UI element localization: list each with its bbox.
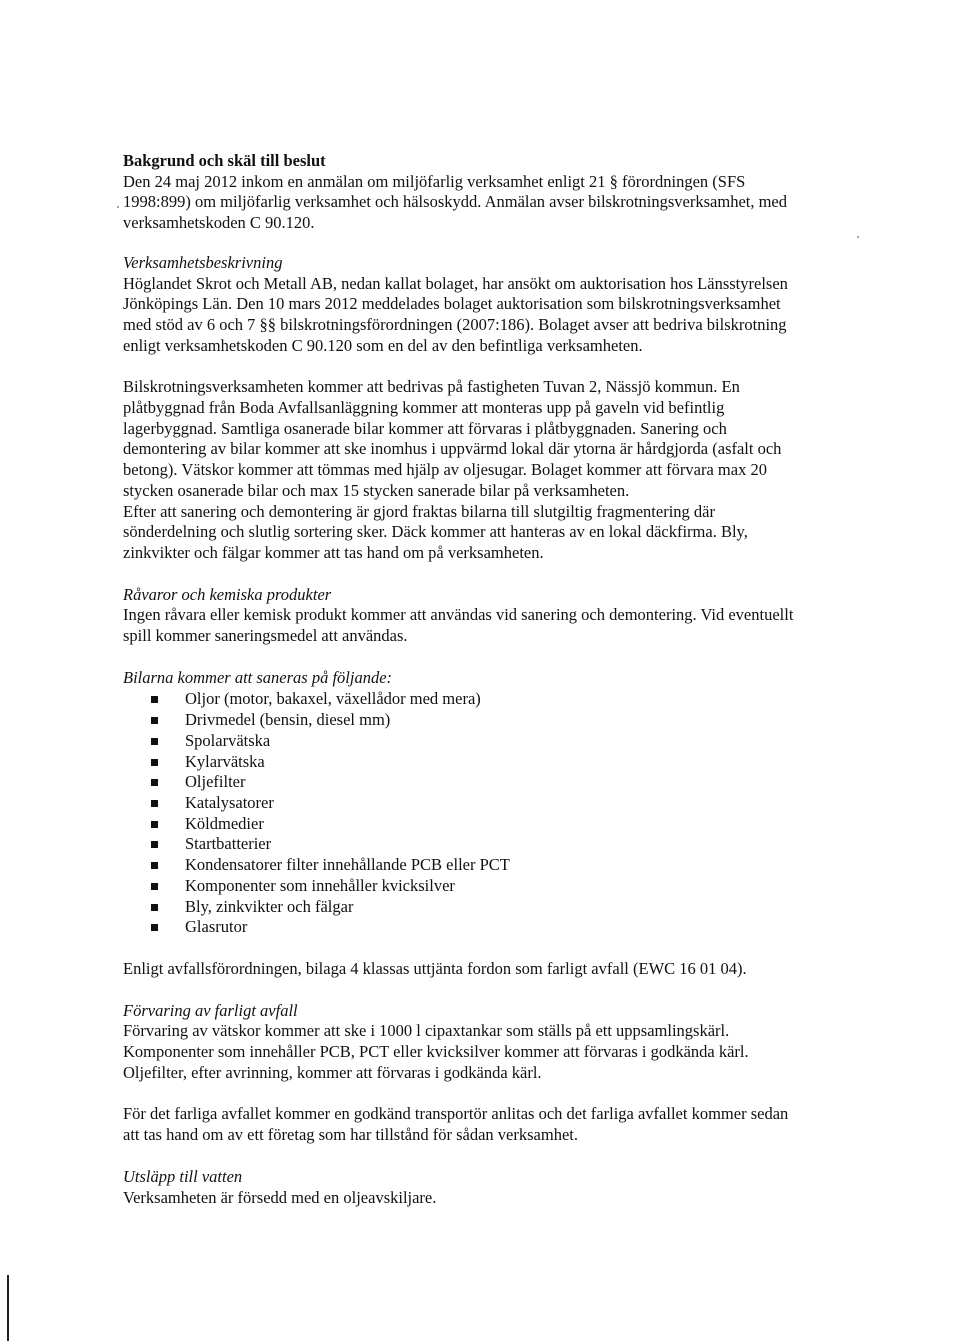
list-item	[123, 855, 868, 876]
bullet-icon	[151, 821, 158, 828]
sanitation-heading: Bilarna kommer att saneras på följande:	[123, 667, 393, 687]
bullet-icon	[151, 924, 158, 931]
list-item	[123, 710, 868, 731]
transport-line: För det farliga avfallet kommer en godkänd transportör anlitas och det farliga avfallet kommer sedan	[123, 1104, 789, 1124]
background-line: Den 24 maj 2012 inkom en anmälan om miljöfarlig verksamhet enligt 21 § förordningen (SFS	[123, 171, 746, 191]
bullet-icon	[151, 696, 158, 703]
background-line: verksamhetskoden C 90.120.	[123, 213, 315, 233]
list-item-text: Kylarvätska	[185, 751, 265, 771]
list-item-text: Katalysatorer	[185, 792, 274, 812]
bullet-icon	[151, 862, 158, 869]
list-item-text: Köldmedier	[185, 813, 264, 833]
water-heading: Utsläpp till vatten	[123, 1166, 243, 1186]
scan-speck	[117, 206, 119, 208]
list-item	[123, 772, 868, 793]
document-page	[123, 151, 868, 1208]
description-line: Bilskrotningsverksamheten kommer att bedrivas på fastigheten Tuvan 2, Nässjö kommun. En	[123, 377, 740, 397]
water-section	[123, 1167, 868, 1208]
storage-line: Oljefilter, efter avrinning, kommer att förvaras i godkända kärl.	[123, 1062, 542, 1082]
list-item	[123, 917, 868, 938]
description-line: enligt verksamhetskoden C 90.120 som en del av den befintliga verksamheten.	[123, 335, 643, 355]
list-item-text: Startbatterier	[185, 834, 272, 854]
description-line: stycken osanerade bilar och max 15 stycken sanerade bilar på verksamheten.	[123, 480, 630, 500]
background-section	[123, 151, 868, 234]
list-item-text: Oljefilter	[185, 772, 246, 792]
scan-margin-line	[7, 1275, 9, 1341]
storage-line: Förvaring av vätskor kommer att ske i 1000 l cipaxtankar som ställs på ett uppsamlingskärl.	[123, 1021, 730, 1041]
description-line: Jönköpings Län. Den 10 mars 2012 meddelades bolaget auktorisation som bilskrotningsverksamhet	[123, 294, 781, 314]
raw-materials-section	[123, 585, 868, 647]
bullet-icon	[151, 779, 158, 786]
list-item	[123, 752, 868, 773]
bullet-icon	[151, 717, 158, 724]
sanitation-list	[123, 689, 868, 937]
description-line: Efter att sanering och demontering är gjord fraktas bilarna till slutgiltig fragmentering där	[123, 501, 715, 521]
raw-materials-line: spill kommer saneringsmedel att användas.	[123, 626, 408, 646]
water-text: Verksamheten är försedd med en oljeavskiljare.	[123, 1187, 437, 1207]
list-item	[123, 834, 868, 855]
description-line: plåtbyggnad från Boda Avfallsanläggning kommer att monteras upp på gaveln vid befintlig	[123, 398, 725, 418]
list-item-text: Oljor (motor, bakaxel, växellådor med mera)	[185, 689, 481, 709]
raw-materials-line: Ingen råvara eller kemisk produkt kommer att användas vid sanering och demontering. Vid eventuellt	[123, 605, 794, 625]
bullet-icon	[151, 759, 158, 766]
bullet-icon	[151, 904, 158, 911]
description-line: demontering av bilar kommer att ske inomhus i uppvärmd lokal där ytorna är hårdgjorda (asfalt och	[123, 439, 782, 459]
bullet-icon	[151, 841, 158, 848]
description-line: lagerbyggnad. Samtliga osanerade bilar kommer att förvaras i plåtbyggnaden. Sanering och	[123, 418, 727, 438]
bullet-icon	[151, 738, 158, 745]
list-item-text: Kondensatorer filter innehållande PCB eller PCT	[185, 855, 510, 875]
scan-speck	[857, 236, 859, 238]
description-line: med stöd av 6 och 7 §§ bilskrotningsförordningen (2007:186). Bolaget avser att bedriva bilskrotning	[123, 314, 787, 334]
description-heading: Verksamhetsbeskrivning	[123, 252, 283, 272]
list-item-text: Spolarvätska	[185, 730, 271, 750]
storage-line: Komponenter som innehåller PCB, PCT eller kvicksilver kommer att förvaras i godkända kärl.	[123, 1042, 749, 1062]
bullet-icon	[151, 800, 158, 807]
description-section	[123, 253, 868, 564]
list-item	[123, 793, 868, 814]
description-line: zinkvikter och fälgar kommer att tas hand om på verksamheten.	[123, 542, 544, 562]
bullet-icon	[151, 883, 158, 890]
description-line: sönderdelning och slutlig sortering sker. Däck kommer att hanteras av en lokal däckfirma. Bly,	[123, 522, 748, 542]
list-item	[123, 814, 868, 835]
background-line: 1998:899) om miljöfarlig verksamhet och hälsoskydd. Anmälan avser bilskrotningsverksamhet, med	[123, 192, 788, 212]
classification-text: Enligt avfallsförordningen, bilaga 4 klassas uttjänta fordon som farligt avfall (EWC 16 01 04).	[123, 958, 747, 978]
list-item-text: Komponenter som innehåller kvicksilver	[185, 875, 455, 895]
list-item-text: Bly, zinkvikter och fälgar	[185, 896, 354, 916]
raw-materials-heading: Råvaror och kemiska produkter	[123, 584, 332, 604]
list-item	[123, 731, 868, 752]
storage-heading: Förvaring av farligt avfall	[123, 1000, 298, 1020]
list-item-text: Glasrutor	[185, 917, 248, 937]
transport-line: att tas hand om av ett företag som har tillstånd för sådan verksamhet.	[123, 1125, 578, 1145]
list-item	[123, 689, 868, 710]
sanitation-section	[123, 668, 868, 938]
list-item	[123, 876, 868, 897]
background-heading: Bakgrund och skäl till beslut	[123, 151, 326, 170]
description-line: Höglandet Skrot och Metall AB, nedan kallat bolaget, har ansökt om auktorisation hos Länsstyrelsen	[123, 273, 788, 293]
classification-section	[123, 959, 868, 980]
list-item-text: Drivmedel (bensin, diesel mm)	[185, 710, 391, 730]
list-item	[123, 897, 868, 918]
description-line: betong). Vätskor kommer att tömmas med hjälp av oljesugar. Bolaget kommer att förvara max 20	[123, 460, 767, 480]
storage-section	[123, 1001, 868, 1146]
